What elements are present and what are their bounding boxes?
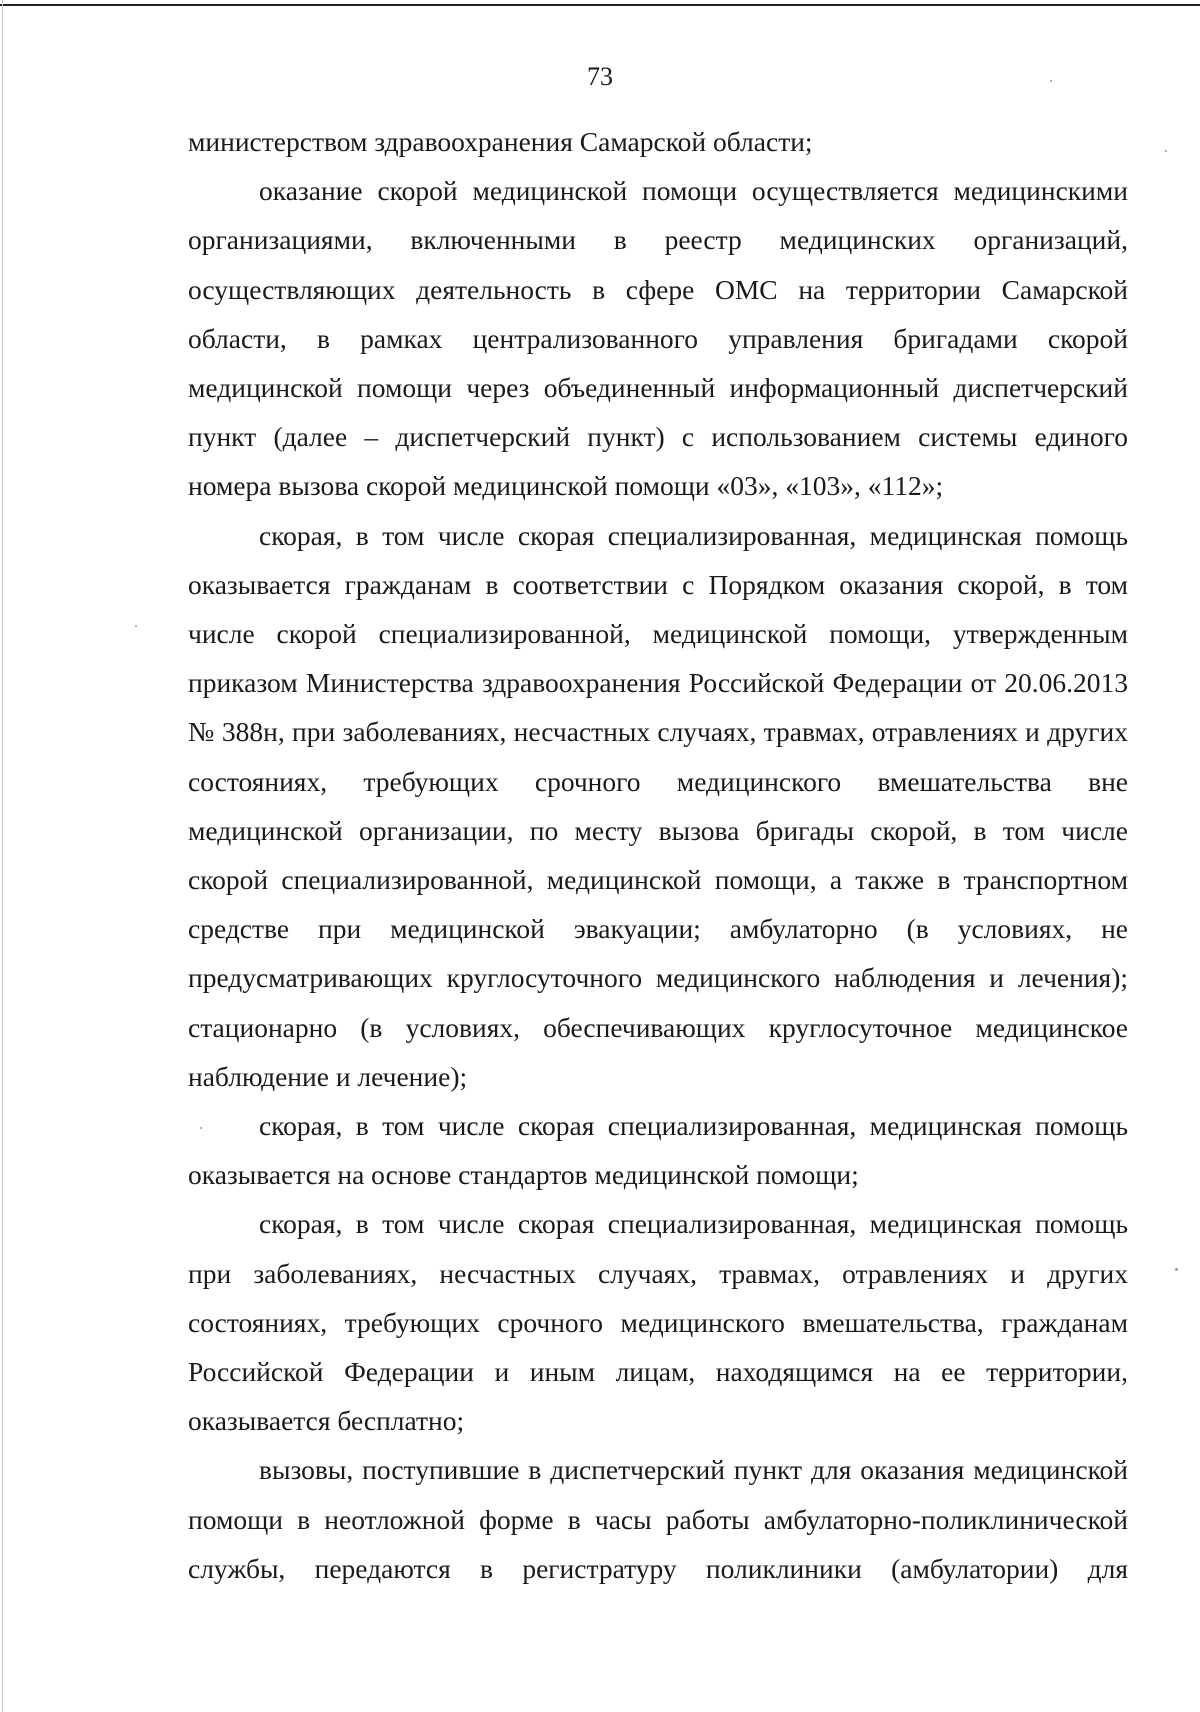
document-body: [188, 117, 1128, 1593]
scan-speck: [200, 1127, 202, 1129]
paragraph-ambulance-standards: скорая, в том числе скорая специализированная, медицинская помощь оказывается на основе стандартов медицинской помощи;: [188, 1110, 1128, 1191]
paragraph-ambulance-procedure: скорая, в том числе скорая специализированная, медицинская помощь оказывается гражданам в соответствии с Порядком оказания скорой, в том числе скорой специализированной, медицинской помощи, утвержденным приказом Министерства здравоохранения Российской Федерации от 20.06.2013 № 388н, при заболеваниях, несчастных случаях, травмах, отравлениях и других состояниях, требующих срочного медицинского вмешательства вне медицинской организации, по месту вызова бригады скорой, в том числе скорой специализированной, медицинской помощи, а также в транспортном средстве при медицинской эвакуации; амбулаторно (в условиях, не предусматривающих круглосуточного медицинского наблюдения и лечения); стационарно (в условиях, обеспечивающих круглосуточное медицинское наблюдение и лечение);: [188, 519, 1128, 1092]
scan-edge-top: [0, 4, 1200, 6]
scan-speck: [1165, 150, 1167, 152]
page-number: 73: [587, 62, 613, 91]
paragraph-calls-transfer: вызовы, поступившие в диспетчерский пункт для оказания медицинской помощи в неотложной форме в часы работы амбулаторно-поликлинической службы, передаются в регистратуру поликлиники (амбулатории) для: [188, 1454, 1128, 1584]
paragraph-ambulance-free: скорая, в том числе скорая специализированная, медицинская помощь при заболеваниях, несчастных случаях, травмах, отравлениях и других состояниях, требующих срочного медицинского вмешательства, гражданам Российской Федерации и иным лицам, находящимся на ее территории, оказывается бесплатно;: [188, 1208, 1128, 1437]
scan-speck: [1050, 80, 1052, 82]
scan-edge-left: [2, 0, 3, 1712]
scan-speck: [135, 625, 137, 627]
scan-speck: [1175, 1268, 1178, 1271]
paragraph-continuation: министерством здравоохранения Самарской области;: [188, 126, 813, 157]
paragraph-ambulance-organizations: оказание скорой медицинской помощи осуществляется медицинскими организациями, включенными в реестр медицинских организаций, осуществляющих деятельность в сфере ОМС на территории Самарской области, в рамках централизованного управления бригадами скорой медицинской помощи через объединенный информационный диспетчерский пункт (далее – диспетчерский пункт) с использованием системы единого номера вызова скорой медицинской помощи «03», «103», «112»;: [188, 175, 1128, 502]
